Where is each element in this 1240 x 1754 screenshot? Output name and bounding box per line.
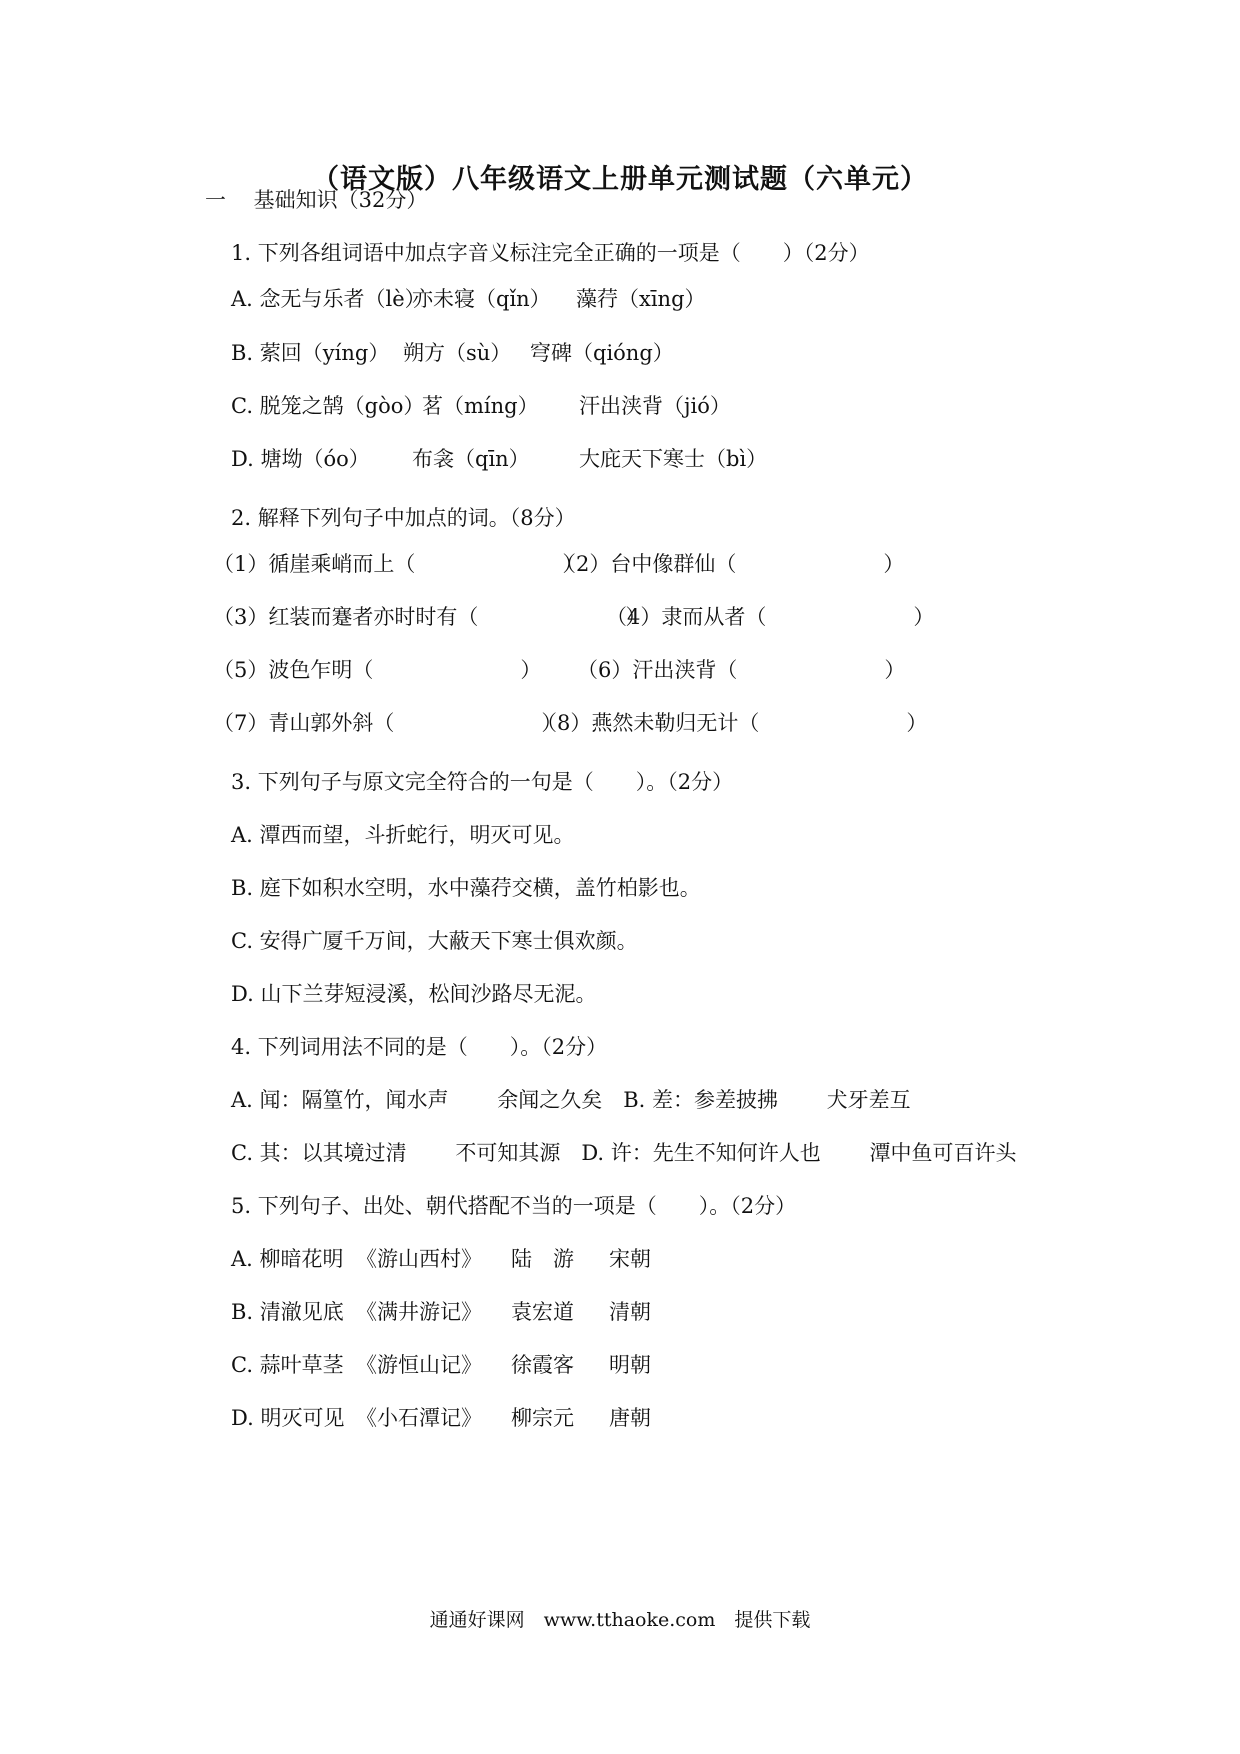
section-heading: 一 基础知识（32分） (205, 188, 428, 212)
q5-row-b-phrase: B. 清澈见底 (231, 1300, 344, 1324)
q1-option-c-part2: 茗（míng） (422, 394, 539, 418)
q2-item-2: （2）台中像群仙（ ） (555, 552, 905, 576)
q2-item-8: （8）燕然未勒归无计（ ） (536, 711, 928, 735)
q5-row-b-source: 《满井游记》 (356, 1300, 482, 1324)
q1-option-c-part3: 汗出浃背（jió） (579, 394, 731, 418)
q2-item-5: （5）波色乍明（ ） (213, 658, 542, 682)
q3-option-a: A. 潭西而望，斗折蛇行，明灭可见。 (231, 823, 575, 847)
q1-option-b-part3: 穹碑（qióng） (530, 341, 674, 365)
q5-row-d-phrase: D. 明灭可见 (231, 1406, 345, 1430)
q5-row-a-source: 《游山西村》 (356, 1247, 482, 1271)
q3-option-b: B. 庭下如积水空明，水中藻荇交横，盖竹柏影也。 (231, 876, 701, 900)
page-title: （语文版）八年级语文上册单元测试题（六单元） (312, 164, 928, 195)
q2-item-3: （3）红装而蹇者亦时时有（ ） (213, 605, 647, 629)
q5-row-b-dynasty: 清朝 (609, 1300, 651, 1324)
q1-option-a-part1: A. 念无与乐者（lè） (231, 287, 426, 311)
q5-row-a-dynasty: 宋朝 (609, 1247, 651, 1271)
q1-option-c-part1: C. 脱笼之鹄（gòo） (231, 394, 425, 418)
q2-item-1: （1）循崖乘峭而上（ ） (213, 552, 584, 576)
q1-option-a-part3: 藻荇（xīng） (576, 287, 706, 311)
q4-options-ab: A. 闻：隔篁竹，闻水声 余闻之久矣 B. 差：参差披拂 犬牙差互 (231, 1088, 911, 1112)
q5-row-c-phrase: C. 蒜叶草茎 (231, 1353, 344, 1377)
q3-option-c: C. 安得广厦千万间，大蔽天下寒士俱欢颜。 (231, 929, 638, 953)
question-5-stem: 5. 下列句子、出处、朝代搭配不当的一项是（ ）。（2分） (231, 1194, 797, 1218)
q3-option-d: D. 山下兰芽短浸溪，松间沙路尽无泥。 (231, 982, 597, 1006)
q5-row-c-dynasty: 明朝 (609, 1353, 651, 1377)
page-footer: 通通好课网 www.tthaoke.com 提供下载 (429, 1609, 811, 1631)
q2-item-6: （6）汗出浃背（ ） (577, 658, 906, 682)
q2-item-7: （7）青山郭外斜（ ） (213, 711, 563, 735)
q1-option-d-part3: 大庇天下寒士（bì） (579, 447, 768, 471)
q5-row-a-author: 陆 游 (511, 1247, 574, 1271)
question-1-stem: 1. 下列各组词语中加点字音义标注完全正确的一项是（ ）（2分） (231, 241, 870, 265)
q1-option-d-part2: 布衾（qīn） (412, 447, 530, 471)
question-4-stem: 4. 下列词用法不同的是（ ）。（2分） (231, 1035, 608, 1059)
q5-row-b-author: 袁宏道 (511, 1300, 574, 1324)
q5-row-c-source: 《游恒山记》 (356, 1353, 482, 1377)
question-3-stem: 3. 下列句子与原文完全符合的一句是（ ）。（2分） (231, 770, 734, 794)
q5-row-c-author: 徐霞客 (511, 1353, 574, 1377)
q5-row-d-dynasty: 唐朝 (609, 1406, 651, 1430)
question-2-stem: 2. 解释下列句子中加点的词。（8分） (231, 506, 576, 530)
q1-option-b-part1: B. 萦回（yíng） (231, 341, 390, 365)
q5-row-d-author: 柳宗元 (511, 1406, 574, 1430)
q2-item-4: （4）隶而从者（ ） (606, 605, 935, 629)
q5-row-d-source: 《小石潭记》 (356, 1406, 482, 1430)
q1-option-d-part1: D. 塘坳（óo） (231, 447, 370, 471)
q4-options-cd: C. 其：以其境过清 不可知其源 D. 许：先生不知何许人也 潭中鱼可百许头 (231, 1141, 1017, 1165)
q1-option-b-part2: 朔方（sù） (403, 341, 512, 365)
q5-row-a-phrase: A. 柳暗花明 (231, 1247, 344, 1271)
q1-option-a-part2: 亦未寝（qǐn） (412, 287, 551, 311)
